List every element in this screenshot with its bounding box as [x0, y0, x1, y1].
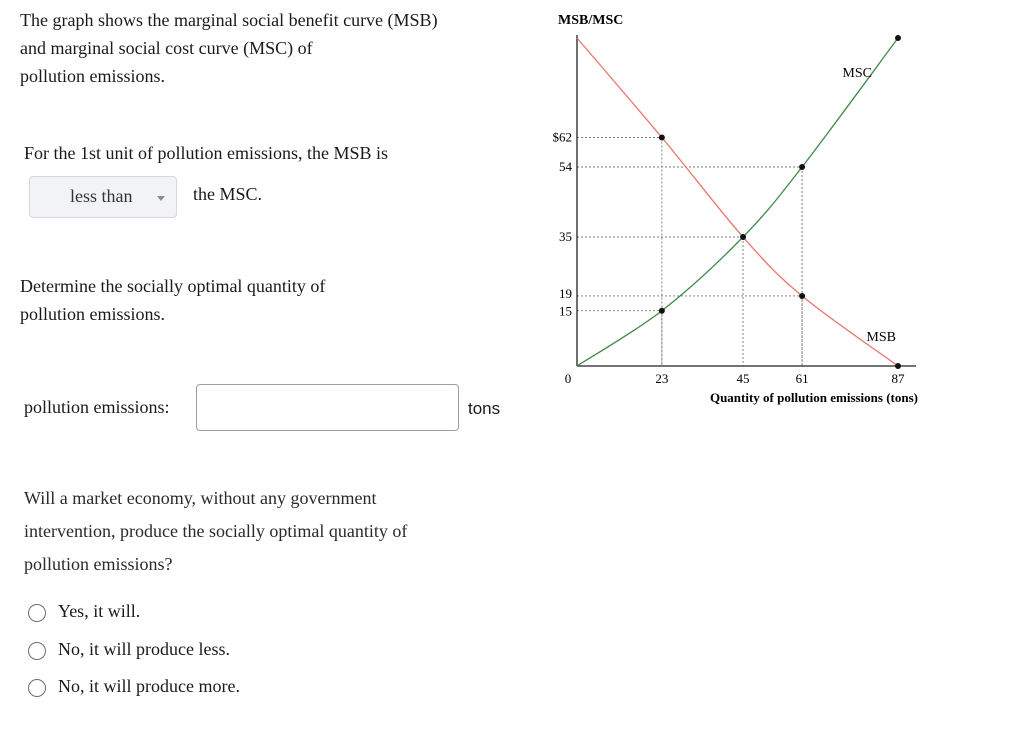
msc-curve	[577, 38, 898, 366]
x-tick-label: 23	[655, 371, 669, 386]
curves	[577, 38, 898, 366]
question-1-prompt: For the 1st unit of pollution emissions, the MSB is	[24, 143, 389, 163]
question-3-line-2: intervention, produce the socially optimal quantity of	[24, 521, 408, 541]
intro-line-3: pollution emissions.	[20, 66, 166, 86]
data-point	[659, 308, 665, 314]
data-point	[659, 135, 665, 141]
origin-label: 0	[564, 371, 572, 386]
radio-button[interactable]	[28, 679, 46, 697]
msb-curve-label: MSB	[866, 330, 896, 345]
pollution-emissions-input[interactable]	[196, 384, 459, 431]
y-tick-label: 19	[559, 285, 572, 301]
intro-line-2: and marginal social cost curve (MSC) of	[20, 38, 313, 58]
y-tick-label: 35	[559, 229, 572, 245]
msc-curve-label: MSC	[842, 66, 872, 81]
msb-curve	[577, 38, 898, 366]
radio-button[interactable]	[28, 642, 46, 660]
data-point	[895, 363, 901, 369]
question-3-line-1: Will a market economy, without any government	[24, 488, 377, 508]
intro-text	[20, 6, 500, 90]
question-2-line-2: pollution emissions.	[20, 304, 166, 324]
x-tick-label: 87	[891, 371, 905, 386]
x-axis-label: Quantity of pollution emissions (tons)	[709, 390, 918, 405]
pollution-emissions-label: pollution emissions:	[24, 397, 170, 417]
question-2-prompt	[20, 272, 380, 328]
radio-option-label: Yes, it will.	[58, 601, 141, 621]
question-2-line-1: Determine the socially optimal quantity of	[20, 276, 326, 296]
data-point	[799, 293, 805, 299]
marked-points	[659, 35, 901, 369]
intro-line-1: The graph shows the marginal social benefit curve (MSB)	[20, 10, 438, 30]
data-point	[740, 234, 746, 240]
x-tick-label: 45	[736, 371, 750, 386]
unit-label: tons	[468, 399, 501, 418]
data-point	[799, 164, 805, 170]
data-point	[895, 35, 901, 41]
axes	[577, 35, 916, 366]
dropdown-selected-value: less than	[70, 186, 133, 206]
radio-option-label: No, it will produce less.	[58, 639, 230, 659]
x-tick-label: 61	[795, 371, 809, 386]
y-tick-label: $62	[552, 129, 572, 145]
question-3-line-3: pollution emissions?	[24, 554, 173, 574]
question-1-suffix: the MSC.	[193, 184, 263, 204]
y-tick-label: 15	[559, 303, 572, 319]
question-3-prompt	[24, 482, 464, 581]
y-axis-label: MSB/MSC	[558, 13, 624, 28]
msb-msc-graph	[520, 0, 940, 420]
radio-option-label: No, it will produce more.	[58, 676, 240, 696]
radio-button[interactable]	[28, 604, 46, 622]
chevron-down-icon	[157, 196, 165, 201]
tick-labels	[553, 130, 906, 386]
y-tick-label: 54	[559, 158, 572, 174]
msb-comparison-dropdown[interactable]	[29, 176, 177, 218]
